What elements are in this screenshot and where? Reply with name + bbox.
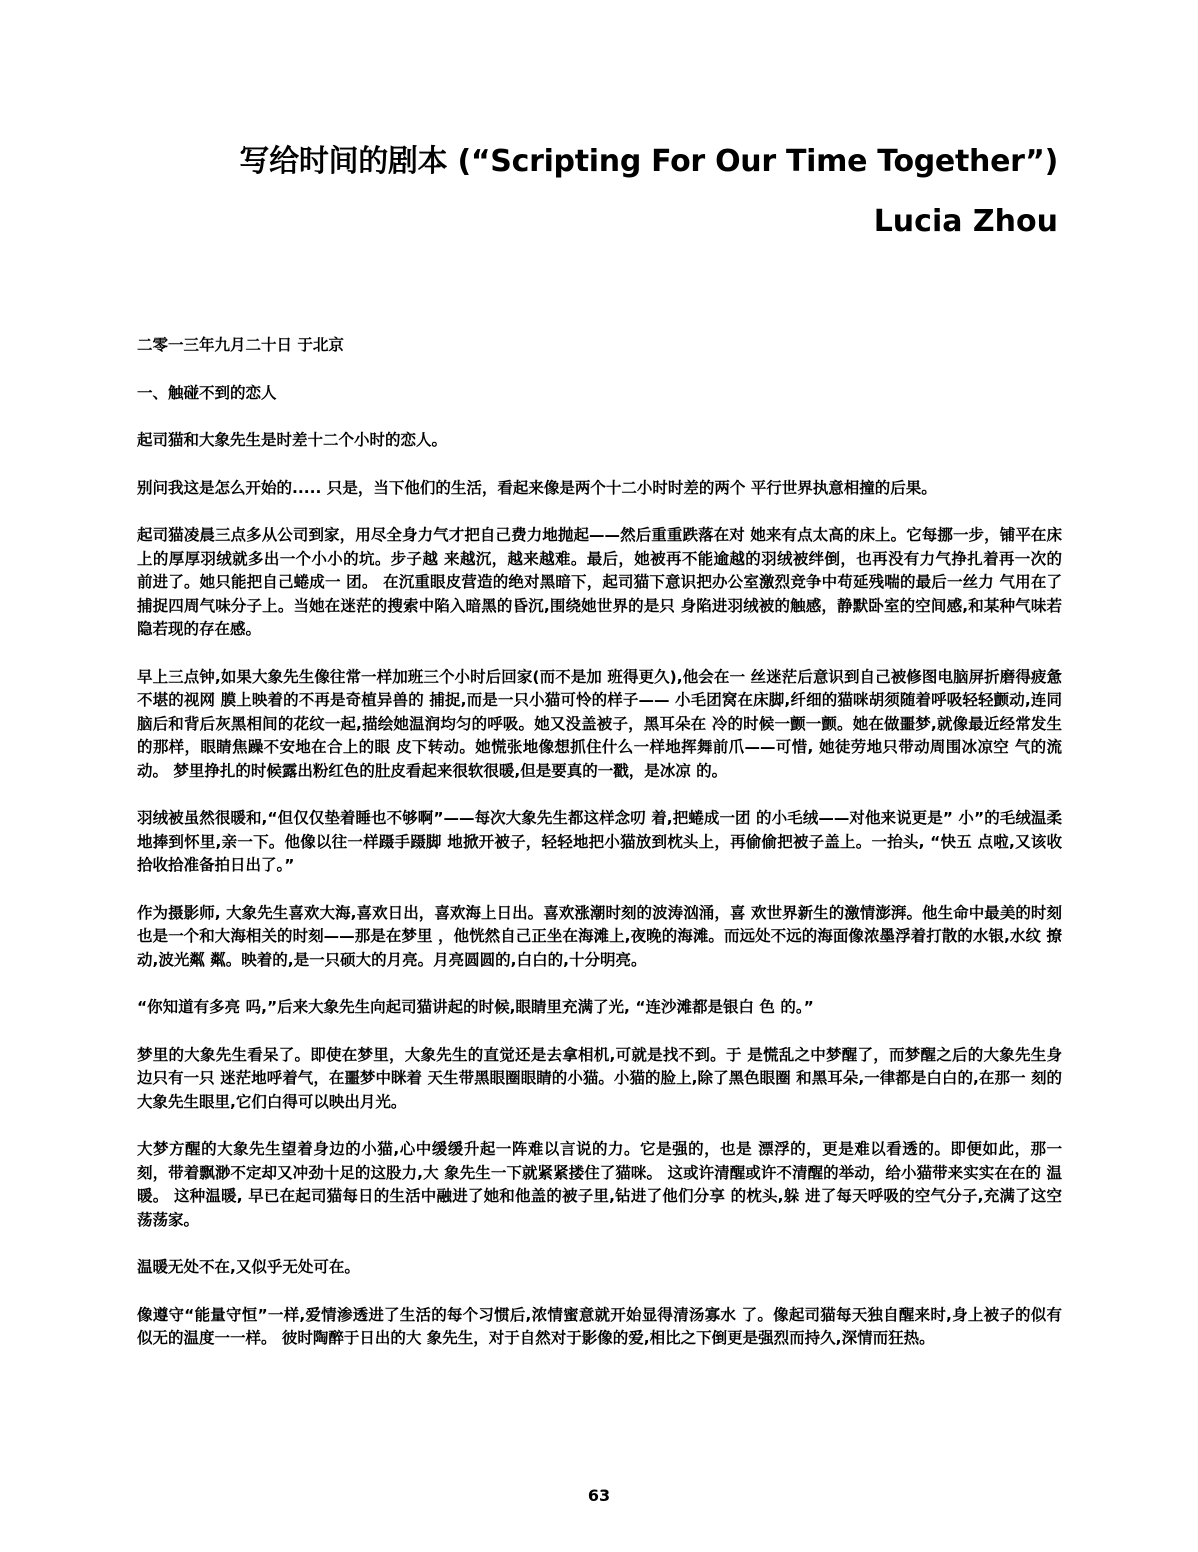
paragraph: 羽绒被虽然很暖和,“但仅仅垫着睡也不够啊”——每次大象先生都这样念叨 着,把蜷成一团 的小毛绒——对他来说更是” 小”的毛绒温柔地捧到怀里,亲一下。他像以往一样蹑手蹑脚 地掀开被子，轻轻地把小猫放到枕头上，再偷偷把被子盖上。一抬头, “快五 点啦,又该收 拾收拾准备拍日出了。” xyxy=(137,809,1062,874)
paragraph: 梦里的大象先生看呆了。即使在梦里，大象先生的直觉还是去拿相机,可就是找不到。于 是慌乱之中梦醒了，而梦醒之后的大象先生身边只有一只 迷茫地呼着气，在噩梦中眯着 天生带黑眼圈眼睛的小猫。小猫的脸上,除了黑色眼圈 和黑耳朵,一律都是白白的,在那一 刻的大象先生眼里,它们白得可以映出月光。 xyxy=(137,1045,1062,1111)
paragraph: 起司猫和大象先生是时差十二个小时的恋人。 xyxy=(137,431,448,449)
paragraph: 早上三点钟,如果大象先生像往常一样加班三个小时后回家(而不是加 班得更久),他会在一 丝迷茫后意识到自己被修图电脑屏折磨得疲惫不堪的视网 膜上映着的不再是奇植异兽的 捕捉,而是一只小猫可怜的样子—— 小毛团窝在床脚,纤细的猫咪胡须随着呼吸轻轻颤动,连同脑后和背后灰黑相间的花纹一起,描绘她温润均匀的呼吸。她又没盖被子，黑耳朵在 冷的时候一颤一颤。她在做噩梦,就像最近经常发生的那样，眼睛焦躁不安地在合上的眼 皮下转动。她慌张地像想抓住什么一样地挥舞前爪——可惜, 她徒劳地只带动周围冰凉空 气的流动。 梦里挣扎的时候露出粉红色的肚皮看起来很软很暖,但是要真的一戳，是冰凉 的。 xyxy=(137,667,1062,780)
page-number: 63 xyxy=(587,1486,611,1505)
paragraph: 像遵守“能量守恒”一样,爱情渗透进了生活的每个习惯后,浓情蜜意就开始显得清汤寡水 了。像起司猫每天独自醒来时,身上被子的似有似无的温度一一样。 彼时陶醉于日出的大 象先生，对于自然对于影像的爱,相比之下倒更是强烈而持久,深情而狂热。 xyxy=(137,1305,1062,1347)
section-heading: 一、触碰不到的恋人 xyxy=(137,383,277,402)
date-line: 二零一三年九月二十日 于北京 xyxy=(137,336,344,354)
paragraph: 起司猫凌晨三点多从公司到家，用尽全身力气才把自己费力地抛起——然后重重跌落在对 她来有点太高的床上。它每挪一步，铺平在床上的厚厚羽绒就多出一个小小的坑。步子越 来越沉，越来越难。最后，她被再不能逾越的羽绒被绊倒，也再没有力气挣扎着再一次的 前进了。她只能把自己蜷成一 团。 在沉重眼皮营造的绝对黑暗下，起司猫下意识把办公室激烈竞争中苟延残喘的最后一丝力 气用在了捕捉四周气味分子上。当她在迷茫的搜索中陷入暗黑的昏沉,围绕她世界的是只 身陷进羽绒被的触感，静默卧室的空间感,和某种气味若隐若现的存在感。 xyxy=(137,526,1062,638)
page-title: 写给时间的剧本 (“Scripting For Our Time Together”) xyxy=(239,144,1058,179)
paragraph: “你知道有多亮 吗,”后来大象先生向起司猫讲起的时候,眼睛里充满了光, “连沙滩都是银白 色 的。” xyxy=(137,998,814,1016)
body-text xyxy=(137,334,1062,1375)
paragraph: 温暖无处不在,又似乎无处可在。 xyxy=(137,1258,360,1276)
author-name: Lucia Zhou xyxy=(873,204,1058,239)
paragraph: 大梦方醒的大象先生望着身边的小猫,心中缓缓升起一阵难以言说的力。它是强的，也是 漂浮的，更是难以看透的。即便如此，那一刻，带着飘渺不定却又冲劲十足的这股力,大 象先生一下就紧紧搂住了猫咪。 这或许清醒或许不清醒的举动，给小猫带来实实在在的 温暖。 这种温暖, 早已在起司猫每日的生活中融进了她和他盖的被子里,钻进了他们分享 的枕头,躲 进了每天呼吸的空气分子,充满了这空荡荡家。 xyxy=(137,1140,1062,1229)
paragraph: 别问我这是怎么开始的..... 只是，当下他们的生活，看起来像是两个十二小时时差的两个 平行世界执意相撞的后果。 xyxy=(137,478,937,497)
paragraph: 作为摄影师, 大象先生喜欢大海,喜欢日出，喜欢海上日出。喜欢涨潮时刻的波涛汹涌，喜 欢世界新生的激情澎湃。他生命中最美的时刻也是一个和大海相关的时刻——那是在梦里 ，他恍然自己正坐在海滩上,夜晚的海滩。而远处不远的海面像浓墨浮着打散的水银,水纹 撩动,波光粼 粼。映着的,是一只硕大的月亮。月亮圆圆的,白白的,十分明亮。 xyxy=(137,903,1062,969)
